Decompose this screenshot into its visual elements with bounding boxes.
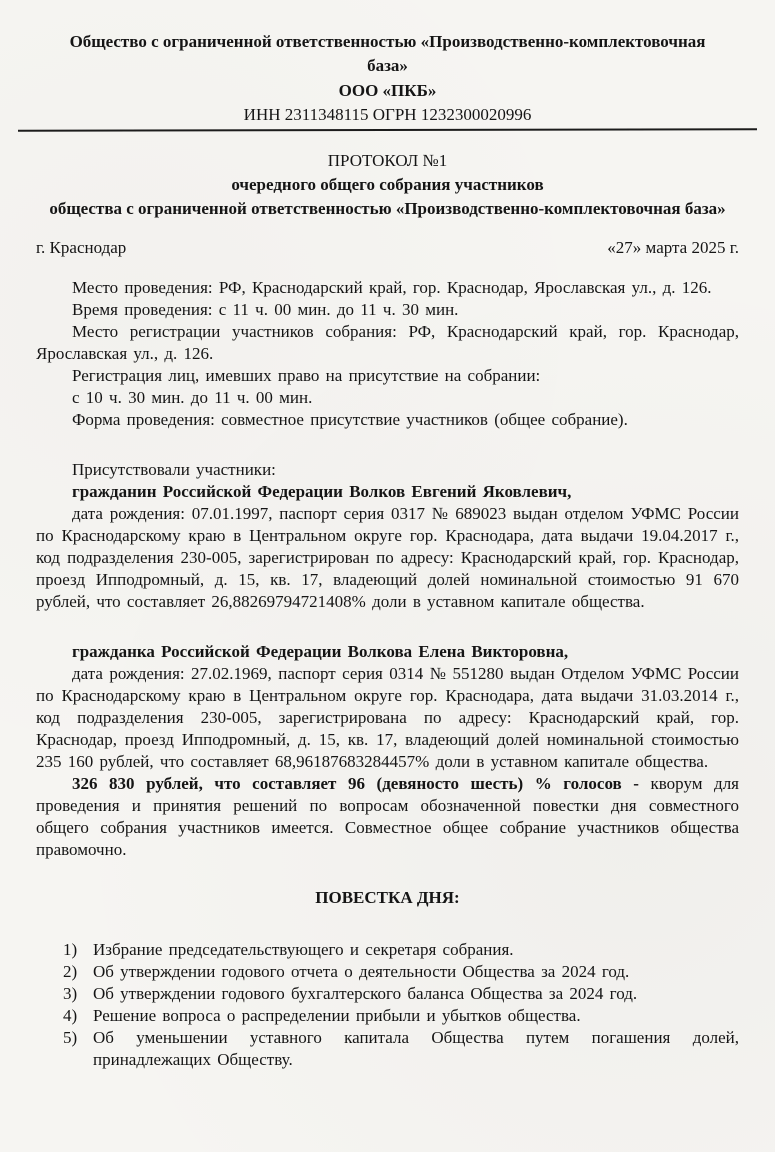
protocol-title-block — [36, 149, 739, 221]
detail-registration-time: с 10 ч. 30 мин. до 11 ч. 00 мин. — [72, 388, 313, 407]
participant-2-name: гражданка Российской Федерации Волкова Елена Викторовна, — [72, 642, 569, 661]
agenda-item-3: Об утверждении годового бухгалтерского баланса Общества за 2024 год. — [93, 984, 638, 1003]
protocol-company-name: общества с ограниченной ответственностью «Производственно-комплектовочная база» — [49, 199, 726, 218]
agenda-item-1: Избрание председательствующего и секретаря собрания. — [93, 940, 514, 959]
agenda-list — [36, 939, 739, 1071]
company-name-short: ООО «ПКБ» — [338, 81, 437, 100]
company-name-full: Общество с ограниченной ответственностью «Производственно-комплектовочная база» — [69, 32, 706, 75]
header-divider — [18, 128, 757, 132]
protocol-number-title: ПРОТОКОЛ №1 — [327, 151, 448, 170]
quorum-amount: 326 830 рублей, что составляет 96 (девяносто шесть) % голосов - — [72, 774, 639, 793]
meeting-details-block — [36, 277, 739, 431]
detail-place: Место проведения: РФ, Краснодарский край, гор. Краснодар, Ярославская ул., д. 126. — [72, 278, 712, 297]
attendees-intro: Присутствовали участники: — [72, 460, 276, 479]
agenda-item-4: Решение вопроса о распределении прибыли и убытков общества. — [93, 1006, 581, 1025]
meeting-date: «27» марта 2025 г. — [607, 238, 739, 257]
attendees-block — [36, 459, 739, 861]
gap — [36, 431, 739, 459]
gap — [36, 613, 739, 641]
participant-1-name: гражданин Российской Федерации Волков Евгений Яковлевич, — [72, 482, 572, 501]
company-requisites: ИНН 2311348115 ОГРН 1232300020996 — [243, 105, 532, 124]
agenda-heading: ПОВЕСТКА ДНЯ: — [315, 888, 460, 907]
quorum-paragraph — [36, 773, 739, 861]
agenda-item-2: Об утверждении годового отчета о деятельности Общества за 2024 год. — [93, 962, 630, 981]
quorum-statement: кворум для проведения и принятия решений по вопросам обозначенной повестки дня совместного общего собрания участников имеется. Совместное общее собрание участников общества правомочно. — [36, 774, 739, 859]
participant-1-details: дата рождения: 07.01.1997, паспорт серия 0317 № 689023 выдан отделом УФМС России по Краснодарскому краю в Центральном округе гор. Краснодара, дата выдачи 19.04.2017 г., код подразделения 230-005, зарегистрирован по адресу: Краснодарский край, гор. Краснодар, проезд Ипподромный, д. 15, кв. 17, владеющий долей номинальной стоимостью 91 670 рублей, что составляет 26,88269794721408% доли в уставном капитале общества. — [36, 504, 739, 611]
detail-registration-right: Регистрация лиц, имевших право на присутствие на собрании: — [72, 366, 541, 385]
participant-2-details: дата рождения: 27.02.1969, паспорт серия 0314 № 551280 выдан Отделом УФМС России по Краснодарскому краю в Центральном округе гор. Краснодара, дата выдачи 31.03.2014 г., код подразделения 230-005, зарегистрирована по адресу: Краснодарский край, гор. Краснодар, проезд Ипподромный, д. 15, кв. 17, владеющий долей номинальной стоимостью 235 160 рублей, что составляет 68,96187683284457% доли в уставном капитале общества. — [36, 664, 739, 771]
detail-form: Форма проведения: совместное присутствие участников (общее собрание). — [72, 410, 628, 429]
detail-registration-place: Место регистрации участников собрания: РФ, Краснодарский край, гор. Краснодар, Ярославская ул., д. 126. — [36, 322, 739, 363]
city-date-row — [36, 237, 739, 259]
detail-time: Время проведения: с 11 ч. 00 мин. до 11 ч. 30 мин. — [72, 300, 459, 319]
meeting-city: г. Краснодар — [36, 238, 127, 257]
document-header — [36, 30, 739, 103]
agenda-item-5: Об уменьшении уставного капитала Общества путем погашения долей, принадлежащих Обществу. — [93, 1028, 739, 1069]
protocol-subtitle: очередного общего собрания участников — [231, 175, 544, 194]
